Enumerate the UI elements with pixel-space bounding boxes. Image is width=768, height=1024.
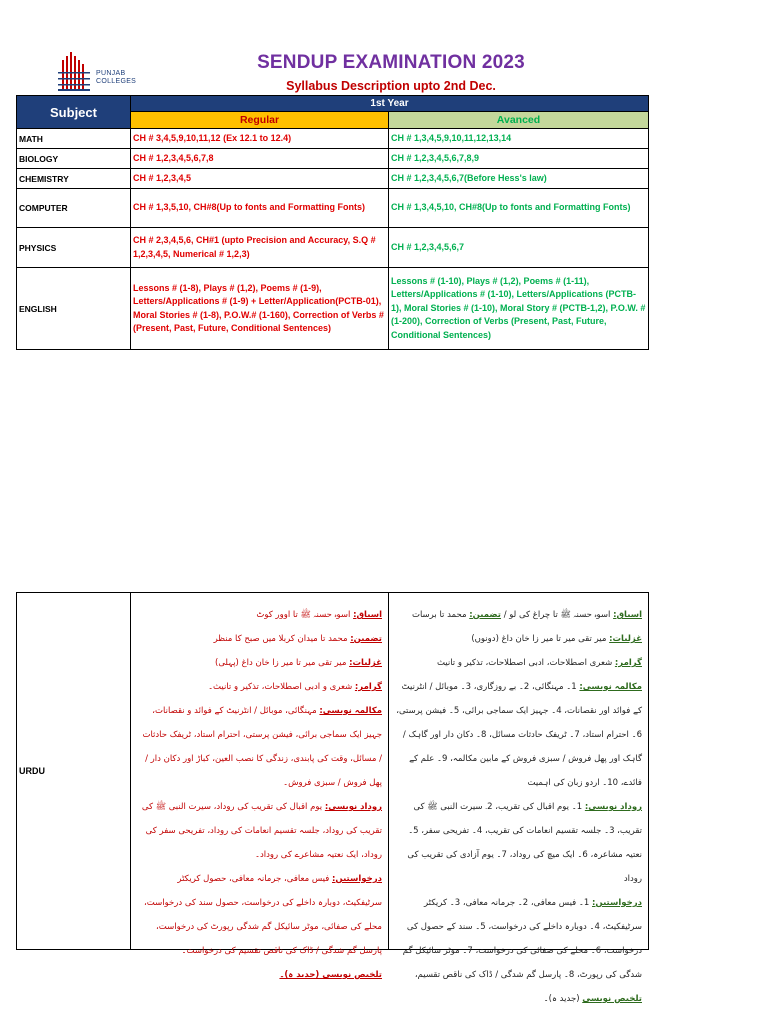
urdu-advanced-item: 1۔ یوم اقبال کی تقریب، 2۔ سیرت النبی ﷺ کی تقریب، 3۔ جلسہ تقسیم انعامات کی تقریب، 4۔ تفریحی سفر، 5۔ نعتیہ مشاعرہ، 6۔ ایک میچ کی روداد، 7۔ یوم آزادی کی تقریب کی روداد bbox=[407, 802, 642, 884]
table-row bbox=[17, 228, 649, 268]
advanced-cell: CH # 1,2,3,4,5,6,7,8,9 bbox=[389, 149, 649, 169]
urdu-advanced-item: شعری اصطلاحات، ادبی اصطلاحات، تذکیر و تانیث bbox=[436, 658, 615, 668]
subject-cell: CHEMISTRY bbox=[17, 169, 131, 189]
urdu-advanced-head: غزلیات: bbox=[609, 634, 642, 644]
advanced-cell: CH # 1,3,4,5,9,10,11,12,13,14 bbox=[389, 129, 649, 149]
advanced-cell: Lessons # (1-10), Plays # (1,2), Poems # (1-11), Letters/Applications # (1-10), Letters/Applications (PCTB-1), Moral Stories # (1-10), Moral Story # (PCTB-1,2), P.O.W. # (1-200), Correction of Verbs (Present, Past, Future, Conditional Sentences) bbox=[389, 268, 649, 350]
page-title: SENDUP EXAMINATION 2023 bbox=[257, 52, 525, 73]
urdu-advanced-item: 1۔ فیس معافی، 2۔ جرمانہ معافی، 3۔ کریکٹر سرٹیفکیٹ، 4۔ دوبارہ داخلے کی درخواست، 5۔ سند کے حصول کی درخواست، 6۔ محلے کی صفائی کی درخواست، 7۔ موٹر سائیکل گم شدگی کی رپورٹ، 8۔ پارسل گم شدگی / ڈاک کی ناقص تقسیم، bbox=[402, 898, 642, 980]
urdu-advanced-item: 1۔ مہنگائی، 2۔ بے روزگاری، 3۔ موبائل / انٹرنیٹ کے فوائد اور نقصانات، 4۔ جہیز ایک سماجی برائی، 5۔ فیشن پرستی، 6۔ احترام استاد، 7۔ ٹریفک حادثات مسائل، 8۔ دکان دار اور گاہک / گاہک اور پھل فروش / سبزی فروش کے مابین مکالمہ، 9۔ علم کے فائدے، 10۔ اردو زبان کی اہمیت bbox=[396, 682, 642, 788]
urdu-advanced-text bbox=[389, 593, 648, 1011]
advanced-header: Avanced bbox=[389, 112, 649, 129]
advanced-cell: CH # 1,2,3,4,5,6,7(Before Hess's law) bbox=[389, 169, 649, 189]
urdu-regular-head: مکالمہ نویسی: bbox=[319, 706, 382, 716]
urdu-advanced-item: میر تقی میر تا میر زا خان داغ (دونوں) bbox=[471, 634, 610, 644]
regular-cell: CH # 1,2,3,4,5,6,7,8 bbox=[131, 149, 389, 169]
urdu-advanced-head: تضمین: bbox=[469, 610, 502, 620]
urdu-regular-cell bbox=[131, 593, 389, 980]
urdu-regular-item: یوم اقبال کی تقریب کی روداد، سیرت النبی ﷺ کی تقریب کی روداد، جلسہ تقسیم انعامات کی روداد، تفریحی سفر کی روداد، ایک نعتیہ مشاعرے کی روداد۔ bbox=[141, 802, 382, 860]
regular-cell: CH # 2,3,4,5,6, CH#1 (upto Precision and Accuracy, S.Q # 1,2,3,4,5, Numerical # 1,2,3) bbox=[131, 228, 389, 268]
urdu-advanced-item: محمد تا برسات bbox=[411, 610, 470, 620]
syllabus-table bbox=[16, 95, 649, 350]
regular-header: Regular bbox=[131, 112, 389, 129]
urdu-advanced-item: (جدید ہ)۔ bbox=[543, 994, 583, 1004]
urdu-regular-item: میر تقی میر تا میر زا خان داغ (پہلی) bbox=[215, 658, 350, 668]
urdu-advanced-head: درخواستیں: bbox=[592, 898, 642, 908]
regular-cell: CH # 1,3,5,10, CH#8(Up to fonts and Formatting Fonts) bbox=[131, 189, 389, 228]
page-subtitle: Syllabus Description upto 2nd Dec. bbox=[286, 79, 496, 93]
advanced-cell: CH # 1,3,4,5,10, CH#8(Up to fonts and Formatting Fonts) bbox=[389, 189, 649, 228]
urdu-regular-head: غزلیات: bbox=[349, 658, 382, 668]
subject-header: Subject bbox=[17, 96, 131, 129]
urdu-advanced-head: اسباق: bbox=[613, 610, 642, 620]
subject-cell: BIOLOGY bbox=[17, 149, 131, 169]
urdu-regular-item: شعری و ادبی اصطلاحات، تذکیر و تانیث۔ bbox=[208, 682, 355, 692]
urdu-regular-item: مہنگائی، موبائل / انٹرنیٹ کے فوائد و نقصانات، جہیز ایک سماجی برائی، فیشن پرستی، احترام استاد، ٹریفک حادثات / مسائل، وقت کی پابندی، زندگی کا نصب العین، کباڑ اور دکان دار / پھل فروش / سبزی فروش۔ bbox=[142, 706, 382, 788]
urdu-regular-head: روداد نویسی: bbox=[324, 802, 382, 812]
urdu-regular-head: گرامر: bbox=[354, 682, 382, 692]
urdu-advanced-head: تلخیص نویسی bbox=[582, 994, 642, 1004]
year-header: 1st Year bbox=[131, 96, 649, 112]
subject-cell: PHYSICS bbox=[17, 228, 131, 268]
table-row bbox=[17, 189, 649, 228]
urdu-subject-cell: URDU bbox=[17, 593, 131, 950]
logo-text: PUNJAB COLLEGES bbox=[96, 70, 137, 85]
urdu-regular-item: اسوہ حسنہ ﷺ تا اوور کوٹ bbox=[256, 610, 354, 620]
urdu-table bbox=[16, 592, 649, 1004]
punjab-colleges-logo bbox=[56, 50, 148, 94]
urdu-regular-item: فیس معافی، جرمانہ معافی، حصول کریکٹر سرٹیفکیٹ، دوبارہ داخلے کی درخواست، حصول سند کی درخواست، محلے کی صفائی، موٹر سائیکل گم شدگی رپورٹ کی درخواست، پارسل گم شدگی / ڈاک کی ناقص تقسیم کی درخواست۔ bbox=[144, 874, 382, 956]
subject-cell: ENGLISH bbox=[17, 268, 131, 350]
urdu-advanced-head: گرامر: bbox=[614, 658, 642, 668]
subject-cell: COMPUTER bbox=[17, 189, 131, 228]
subject-cell: MATH bbox=[17, 129, 131, 149]
table-row bbox=[17, 268, 649, 350]
urdu-advanced-item: اسوہ حسنہ ﷺ تا چراغ کی لو / bbox=[501, 610, 614, 620]
urdu-advanced-cell bbox=[389, 593, 649, 1004]
table-row bbox=[17, 149, 649, 169]
regular-cell: CH # 1,2,3,4,5 bbox=[131, 169, 389, 189]
urdu-advanced-head: روداد نویسی: bbox=[584, 802, 642, 812]
urdu-regular-head: درخواستیں: bbox=[332, 874, 382, 884]
urdu-regular-head: تلخیص نویسی (جدید ہ)۔ bbox=[279, 970, 382, 980]
regular-cell: Lessons # (1-8), Plays # (1,2), Poems # (1-9), Letters/Applications # (1-9) + Letter/Application(PCTB-01), Moral Stories # (1-8), P.O.W.# (1-160), Correction of Verbs # (Present, Past, Future, Conditional Sentences) bbox=[131, 268, 389, 350]
urdu-regular-head: تضمین: bbox=[350, 634, 382, 644]
table-row bbox=[17, 129, 649, 149]
table-row bbox=[17, 169, 649, 189]
regular-cell: CH # 3,4,5,9,10,11,12 (Ex 12.1 to 12.4) bbox=[131, 129, 389, 149]
urdu-advanced-head: مکالمہ نویسی: bbox=[579, 682, 642, 692]
urdu-regular-head: اسباق: bbox=[353, 610, 382, 620]
urdu-regular-text bbox=[131, 593, 388, 987]
urdu-regular-item: محمد تا میدان کربلا میں صبح کا منظر bbox=[213, 634, 351, 644]
advanced-cell: CH # 1,2,3,4,5,6,7 bbox=[389, 228, 649, 268]
